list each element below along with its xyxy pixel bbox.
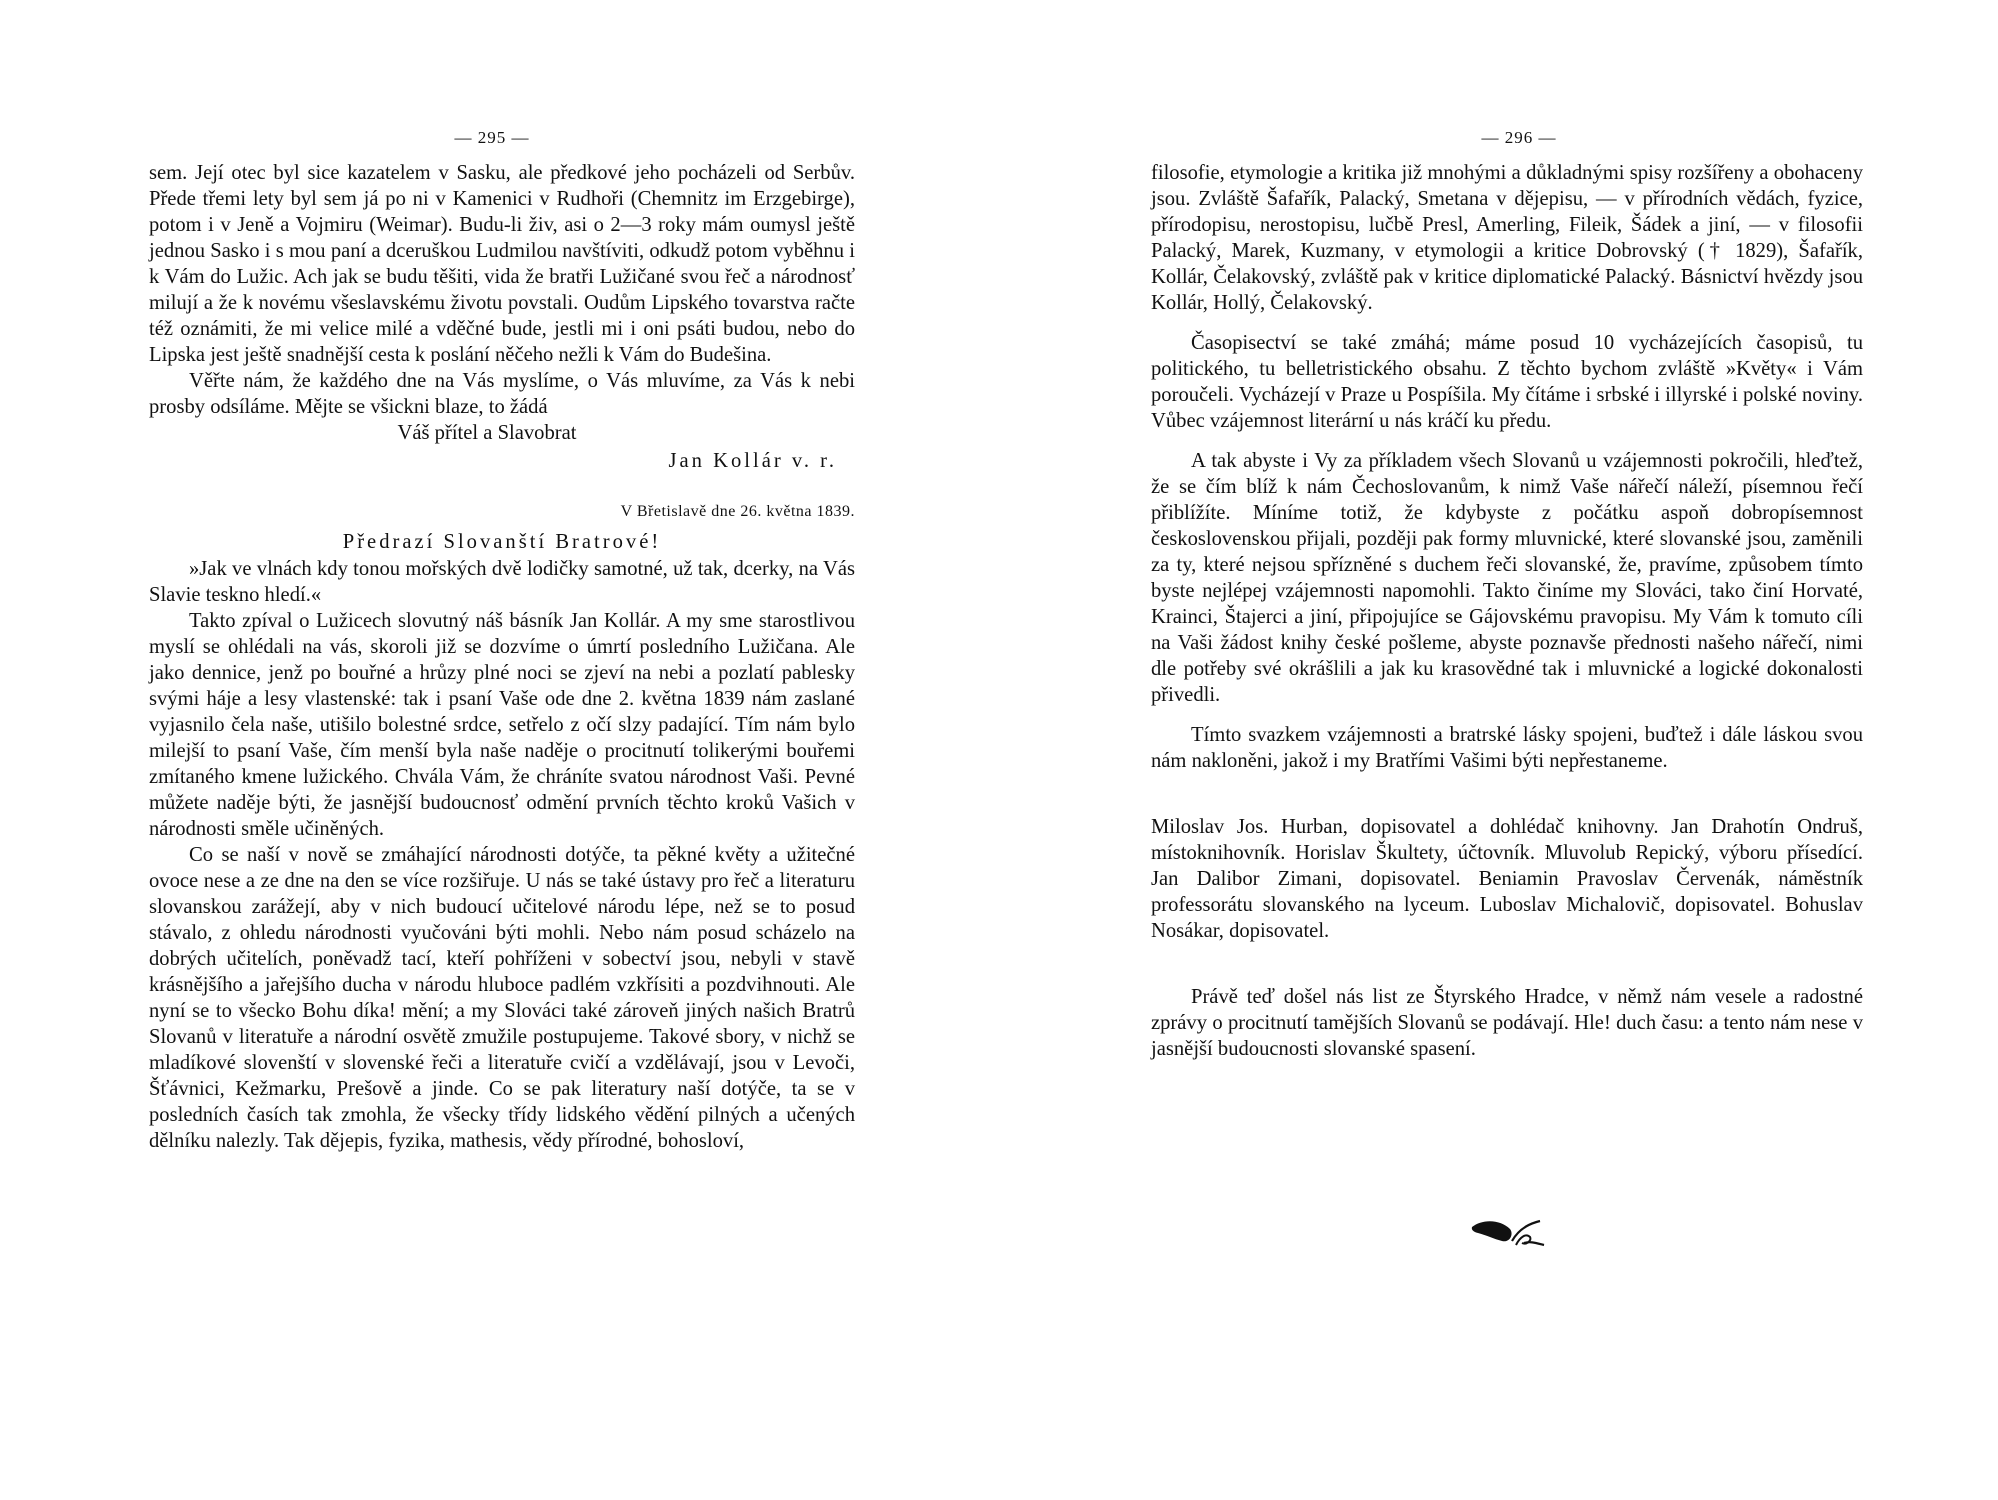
right-paragraph-5: Právě teď došel nás list ze Štyrského Hradce, v němž nám vesele a radostné zprávy o procitnutí tamějších Slovanů se podávají. Hle! duch času: a tento nám nese v jasnější budoucnosti slovanské spasení. xyxy=(1151,986,1863,1060)
left-paragraph-3: Takto zpíval o Lužicech slovutný náš básník Jan Kollár. A my sme starostlivou myslí se ohlédali na vás, skoroli již se dozvíme o úmrtí posledního Lužičana. Ale jako dennice, jenž po bouřné a hrůzy plné noci se zjeví na nebi a pozlatí pablesky svými háje a lesy vlastenské: tak i psaní Vaše ode dne 2. května 1839 nám zaslané vyjasnilo čela naše, utišilo bolestné srdce, setřelo z očí slzy padající. Tím nám bylo milejší to psaní Vaše, čím menší byla naše naděje o procitnutí tolikerými bouřemi zmítaného kmene lužického. Chvála Vám, že chráníte svatou národnost Vaši. Pevné můžete naděje býti, že jasnější budoucnosť odmění prvních těchto kroků Vašich v národnosti směle učiněných. xyxy=(149,610,855,840)
left-paragraph-1: sem. Její otec byl sice kazatelem v Sasku, ale předkové jeho pocházeli od Serbův. Přede třemi lety byl sem já po ni v Kamenici v Rudhoři (Chemnitz im Erzgebirge), potom i v Jeně a Vojmiru (Weimar). Budu-li živ, asi o 2—3 roky mám oumysl ještě jednou Sasko i s mou paní a dceruškou Ludmilou navštíviti, odkudž potom vyběhnu i k Vám do Lužic. Ach jak se budu těšiti, vida že bratři Lužičané svou řeč a národnosť milují a že k novému všeslavskému životu povstali. Oudům Lipského tovarstva račte též oznámiti, že mi velice milé a vděčné bude, jestli mi i oni psáti budou, nebo do Lipska jest ještě snadnější cesta k poslání něčeho nežli k Vám do Budešina. xyxy=(149,162,855,366)
right-paragraph-1: filosofie, etymologie a kritika již mnohými a důkladnými spisy rozšířeny a obohaceny jsou. Zvláště Šafařík, Palacký, Smetana v dějepisu, — v přírodních vědách, fyzice, přírodopisu, nerostopisu, lučbě Presl, Amerling, Fileik, Šádek a jiní, — v filosofii Palacký, Marek, Kuzmany, v etymologii a kritice Dobrovský († 1829), Šafařík, Kollár, Čelakovský, zvláště pak v kritice diplomatické Palacký. Básnictví hvězdy jsou Kollár, Hollý, Čelakovský. xyxy=(1151,162,1863,314)
fleuron-ornament-icon xyxy=(1470,1217,1546,1249)
letter-closing: Váš přítel a Slavobrat xyxy=(397,422,577,444)
letter-salutation: Předrazí Slovanští Bratrové! xyxy=(342,531,662,553)
poem-quote: »Jak ve vlnách kdy tonou mořských dvě lodičky samotné, už tak, dcerky, na Vás Slavie teskno hledí.« xyxy=(149,558,855,606)
right-page xyxy=(999,0,1998,1500)
letter-signature: Jan Kollár v. r. xyxy=(668,450,837,472)
letter-dateline: V Břetislavě dne 26. května 1839. xyxy=(620,503,855,520)
right-paragraph-4: Tímto svazkem vzájemnosti a bratrské lásky spojeni, buďtež i dále láskou svou nám nakloněni, jakož i my Bratřími Vašimi býti nepřestaneme. xyxy=(1151,724,1863,772)
right-text-column xyxy=(1151,160,1863,1062)
signatories-list: Miloslav Jos. Hurban, dopisovatel a dohlédač knihovny. Jan Drahotín Ondruš, místoknihovník. Horislav Škultety, účtovník. Mluvolub Repický, výboru přísedící. Jan Dalibor Zimani, dopisovatel. Beniamin Pravoslav Červenák, náměstník professorátu slovanského na lyceum. Luboslav Michalovič, dopisovatel. Bohuslav Nosákar, dopisovatel. xyxy=(1151,816,1863,942)
right-paragraph-3: A tak abyste i Vy za příkladem všech Slovanů u vzájemnosti pokročili, hleďtež, že se čím blíž k nám Čechoslovanům, k nimž Vaše nářečí náleží, písemnou řečí přiblížíte. Míníme totiž, že kdybyste z počátku aspoň dobropísemnost československou přijali, později pak formy mluvnické, které slovanské jsou, zaměnili za ty, které nejsou spřízněné s duchem řeči slovanské, že, pravíme, způsobem tímto byste nejlépej vzájemnosti napomohli. Takto činíme my Slováci, tako činí Horvaté, Krainci, Štajerci a jiní, připojujíce se Gájovskému pravopisu. My Vám k tomuto cíli na Vaši žádost knihy české pošleme, abyste poznavše přednosti našeho nářečí, nimi dle potřeby své okrášlili a jak ku krasovědné tak i mluvnické a logické dokonalosti přivedli. xyxy=(1151,450,1863,706)
left-paragraph-2: Věřte nám, že každého dne na Vás myslíme, o Vás mluvíme, za Vás k nebi prosby odsíláme. Mějte se všickni blaze, to žádá xyxy=(149,370,855,418)
page-number-left: — 295 — xyxy=(454,128,530,147)
left-paragraph-4: Co se naší v nově se zmáhající národnosti dotýče, ta pěkné květy a užitečné ovoce nese a ze dne na den se více rozšiřuje. U nás se také ústavy pro řeč a literaturu slovanskou zarážejí, aby v nich budoucí učitelové národu lépe, než se to posud stávalo, z ohledu národnosti vyučováni býti mohli. Nebo nám posud scházelo na dobrých učitelích, poněvadž tací, kteří pohříženi v sobectví jsou, nebyli v stavě krásnějšího a jařejšího ducha v národu hluboce padlém vzkřísiti a pozdvihnouti. Ale nyní se to všecko Bohu díka! mění; a my Slováci také zároveň jiných našich Bratrů Slovanů v literatuře a národní osvětě zmužile postupujeme. Takové sbory, v nichž se mladíkové slovenští v slovenské řeči a literatuře cvičí a vzdělávají, jsou v Levoči, Šťávnici, Kežmarku, Prešově a jinde. Co se pak literatury naší dotýče, ta se v posledních časích tak zmohla, že všecky třídy lidského vědění pilných a učených dělníku nalezly. Tak dějepis, fyzika, mathesis, vědy přírodné, bohosloví, xyxy=(149,844,855,1152)
page-number-right: — 296 — xyxy=(1481,128,1557,147)
left-text-column xyxy=(149,160,855,1154)
right-paragraph-2: Časopisectví se také zmáhá; máme posud 10 vycházejících časopisů, tu politického, tu belletristického obsahu. Z těchto bychom zvláště »Květy« i Vám poroučeli. Vycházejí v Praze u Pospíšila. My čítáme i srbské i illyrské i polské noviny. Vůbec vzájemnost literární u nás kráčí ku předu. xyxy=(1151,332,1863,432)
